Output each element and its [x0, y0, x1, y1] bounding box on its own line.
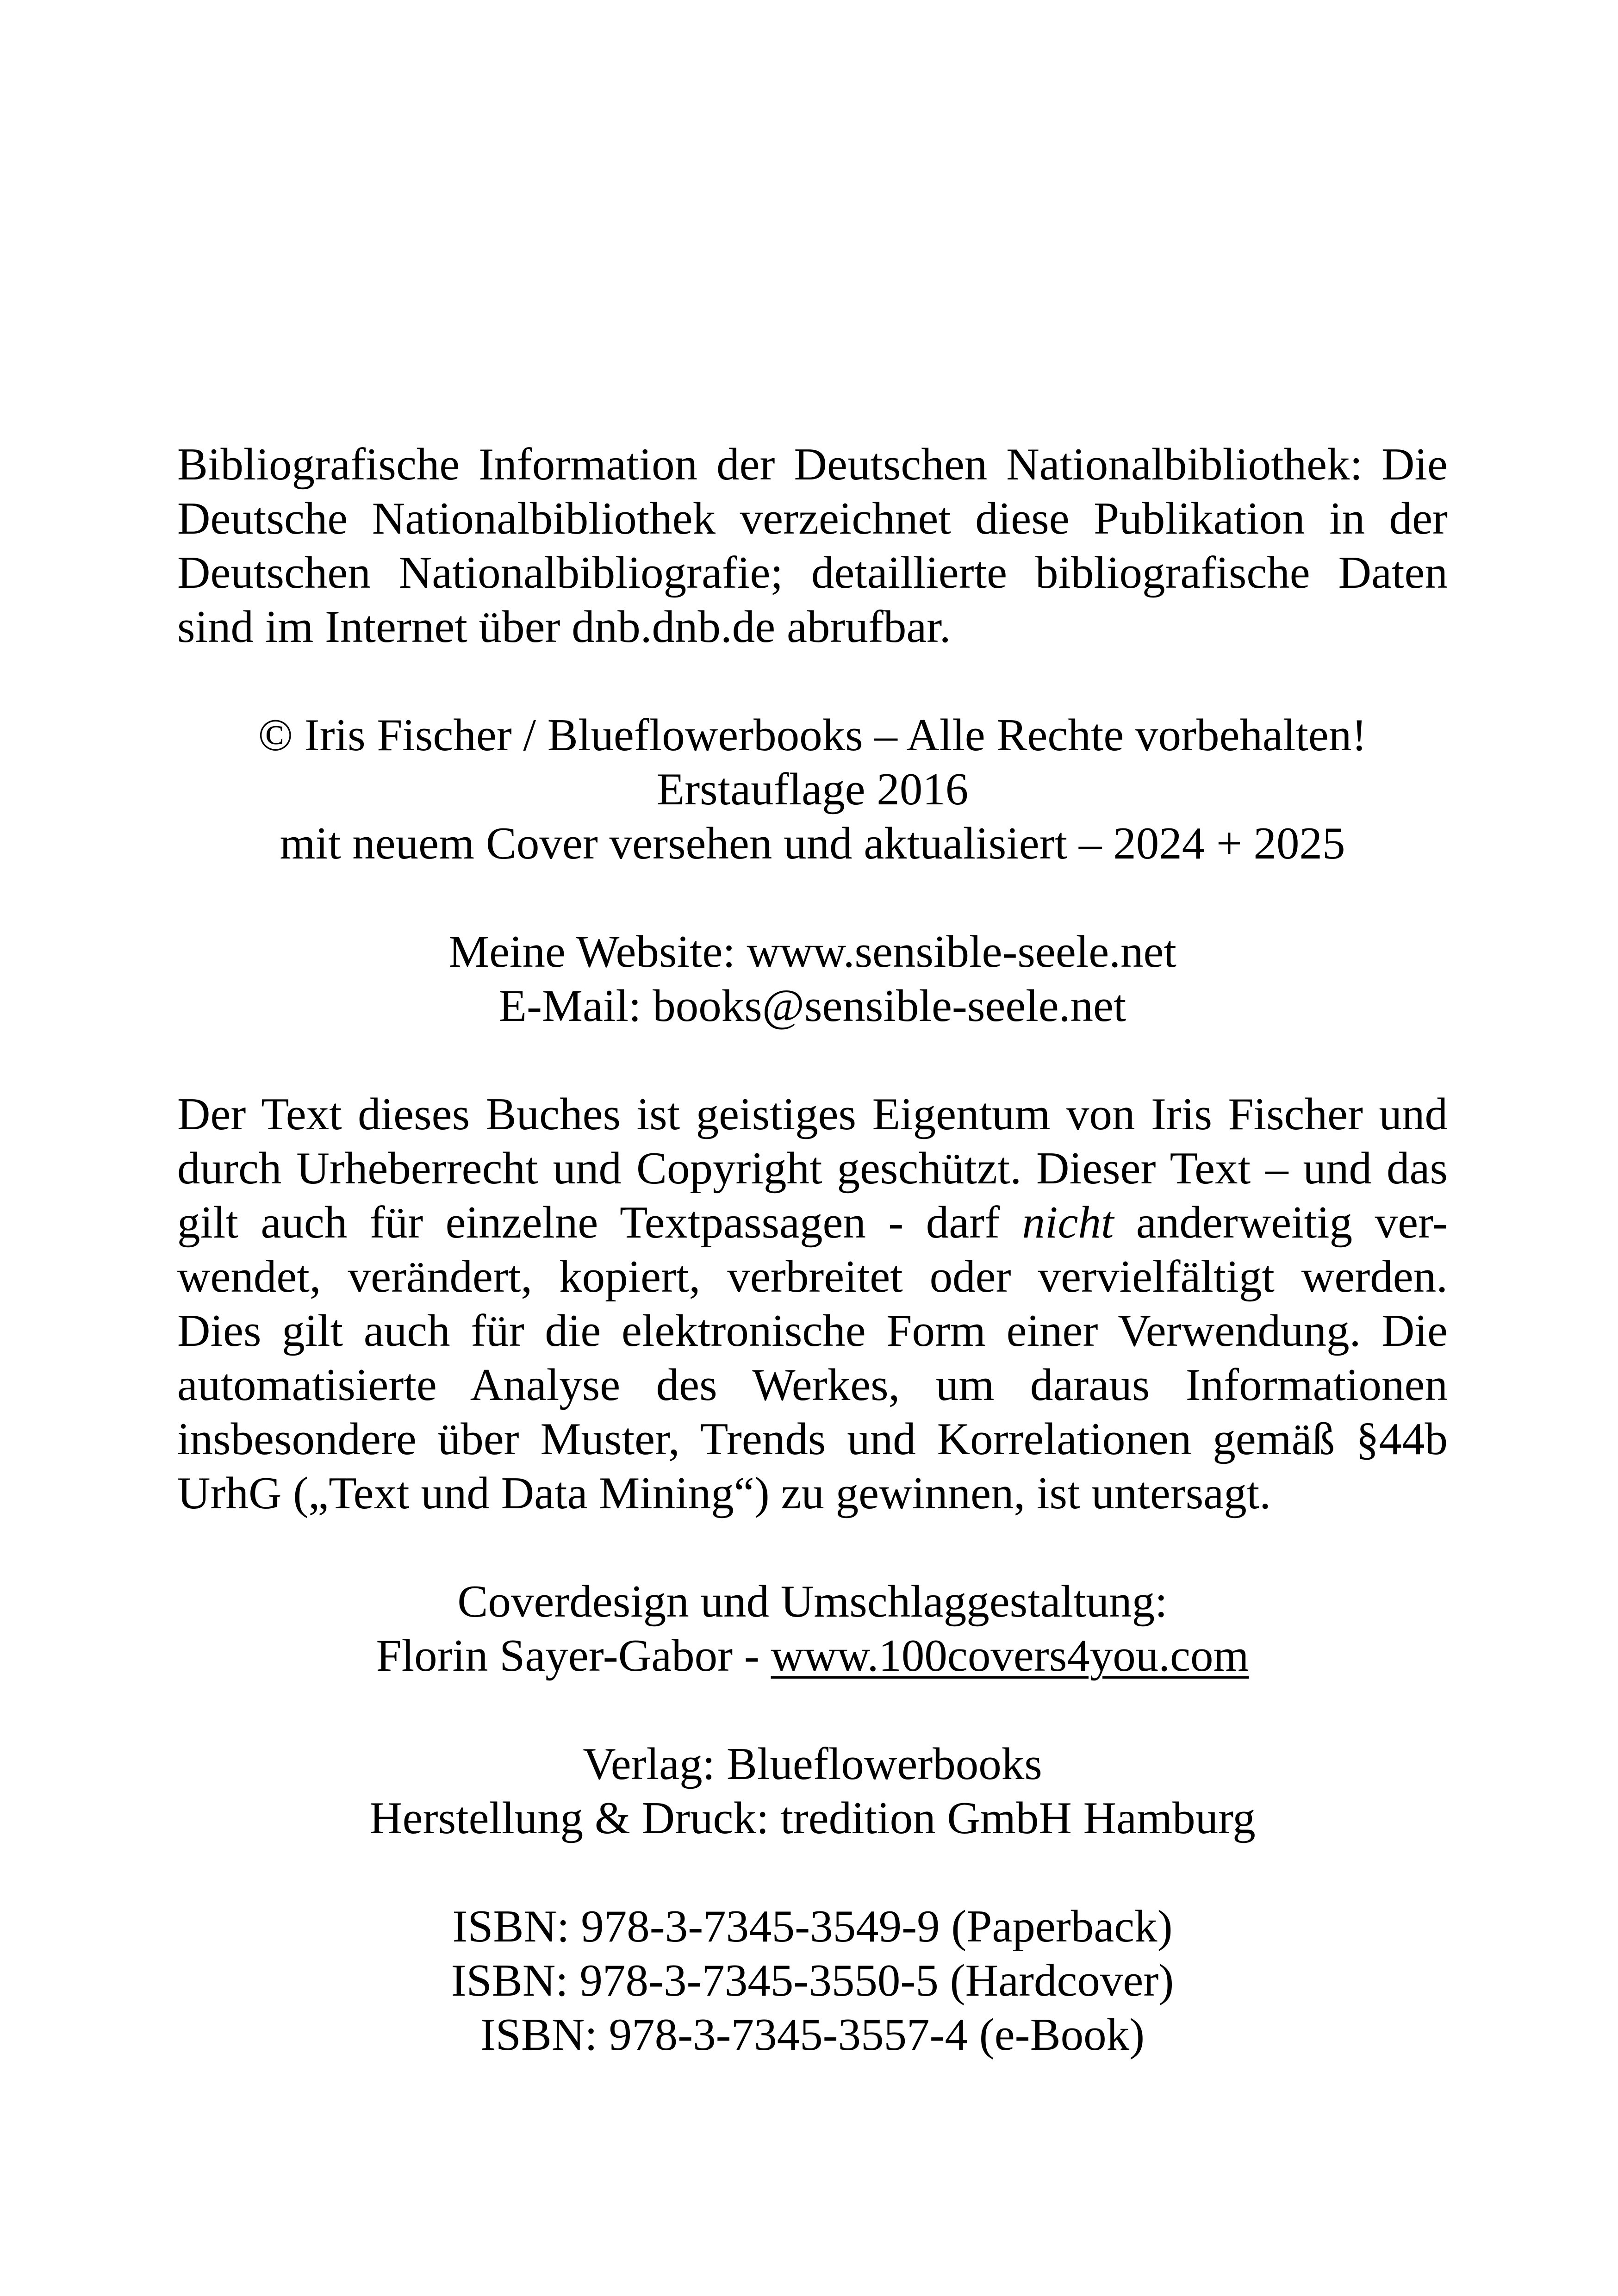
legal-line-3 [177, 1195, 1448, 1250]
copyright-line: © Iris Fischer / Blueflowerbooks – Alle Rechte vorbehalten! [258, 710, 1367, 760]
bibliographic-line-3: Deutschen Nationalbibliografie; detaillierte bibliografische Daten [177, 548, 1448, 598]
isbn-ebook: ISBN: 978-3-7345-3557-4 (e-Book) [480, 2010, 1145, 2060]
printer-line: Herstellung & Druck: tredition GmbH Hamburg [369, 1793, 1256, 1843]
isbn-list [177, 1899, 1448, 2062]
email-line: E-Mail: books@sensible-seele.net [498, 981, 1126, 1031]
legal-emphasis-nicht: nicht [1022, 1197, 1114, 1248]
updated-edition-line: mit neuem Cover versehen und aktualisiert – 2024 + 2025 [280, 818, 1345, 869]
cover-designer-link[interactable]: www.100covers4you.com [771, 1630, 1249, 1681]
bibliographic-line-1: Bibliografische Information der Deutschen Nationalbibliothek: Die [177, 439, 1448, 490]
copyright-notice [177, 708, 1448, 871]
cover-credit-heading: Coverdesign und Umschlaggestaltung: [457, 1576, 1168, 1627]
publisher-line: Verlag: Blueflowerbooks [583, 1739, 1042, 1789]
bibliographic-notice [177, 437, 1448, 654]
cover-designer-name: Florin Sayer-Gabor - [376, 1630, 771, 1681]
legal-line-1: Der Text dieses Buches ist geistiges Eigentum von Iris Fischer und [177, 1089, 1448, 1139]
contact-info [177, 925, 1448, 1033]
cover-designer-line [177, 1629, 1448, 1683]
website-line: Meine Website: www.sensible-seele.net [448, 927, 1176, 977]
cover-credit [177, 1574, 1448, 1683]
legal-line-6: automatisierte Analyse des Werkes, um daraus Informationen [177, 1360, 1448, 1410]
first-edition-line: Erstauflage 2016 [656, 764, 969, 815]
legal-line-7: insbesondere über Muster, Trends und Korrelationen gemäß §44b [177, 1414, 1448, 1464]
bibliographic-line-2: Deutsche Nationalbibliothek verzeichnet diese Publikation in der [177, 493, 1448, 544]
isbn-paperback: ISBN: 978-3-7345-3549-9 (Paperback) [452, 1901, 1173, 1952]
bibliographic-line-4: sind im Internet über dnb.dnb.de abrufbar. [177, 602, 951, 652]
publisher-info [177, 1737, 1448, 1845]
legal-line-3-end: anderweitig ver- [1114, 1197, 1448, 1248]
legal-line-2: durch Urheberrecht und Copyright geschützt. Dieser Text – und das [177, 1143, 1448, 1194]
imprint-content [177, 437, 1448, 2062]
legal-line-3-start: gilt auch für einzelne Textpassagen - darf [177, 1197, 1022, 1248]
legal-line-8: UrhG („Text und Data Mining“) zu gewinnen, ist untersagt. [177, 1468, 1271, 1518]
isbn-hardcover: ISBN: 978-3-7345-3550-5 (Hardcover) [451, 1955, 1174, 2006]
legal-line-5: Dies gilt auch für die elektronische Form einer Verwendung. Die [177, 1306, 1448, 1356]
legal-notice [177, 1087, 1448, 1520]
legal-line-4: wendet, verändert, kopiert, verbreitet oder vervielfältigt werden. [177, 1251, 1448, 1302]
